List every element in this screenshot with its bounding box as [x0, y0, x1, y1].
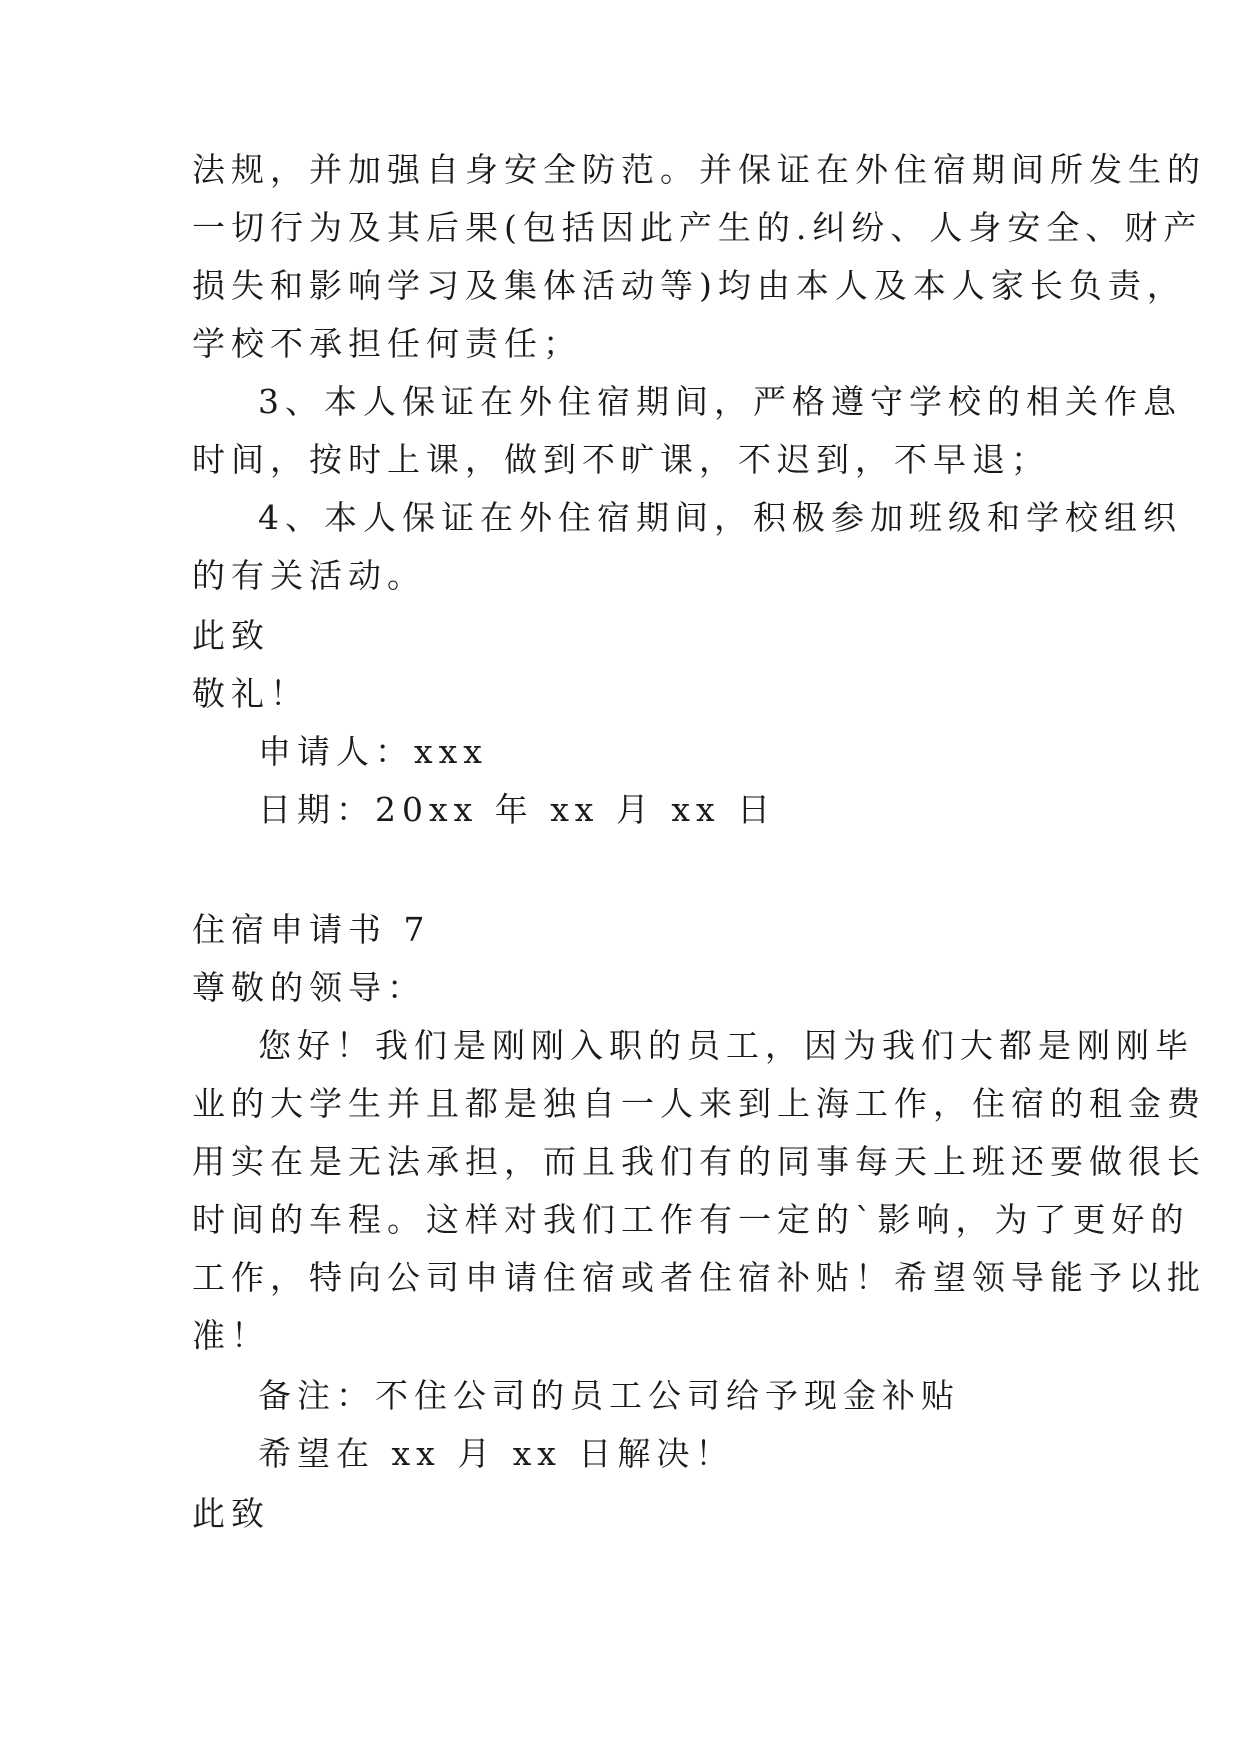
paragraph-line: 业的大学生并且都是独自一人来到上海工作，住宿的租金费: [192, 1084, 1206, 1123]
paragraph-line: 时间，按时上课，做到不旷课，不迟到，不早退；: [192, 440, 1050, 479]
date-line: 日期：20xx 年 xx 月 xx 日: [258, 790, 777, 829]
list-item-4: 4、本人保证在外住宿期间，积极参加班级和学校组织: [258, 498, 1182, 537]
paragraph-line: 的有关活动。: [192, 556, 426, 595]
paragraph-line: 准！: [192, 1316, 270, 1355]
applicant-line: 申请人：xxx: [258, 732, 488, 771]
paragraph-line: 学校不承担任何责任；: [192, 324, 582, 363]
paragraph-line: 您好！我们是刚刚入职的员工，因为我们大都是刚刚毕: [258, 1026, 1194, 1065]
closing-salutation: 此致: [192, 1494, 270, 1533]
closing-regards: 敬礼！: [192, 674, 309, 713]
greeting: 尊敬的领导：: [192, 968, 426, 1007]
paragraph-line: 法规，并加强自身安全防范。并保证在外住宿期间所发生的: [192, 150, 1206, 189]
hope-line: 希望在 xx 月 xx 日解决！: [258, 1434, 735, 1473]
list-item-3: 3、本人保证在外住宿期间，严格遵守学校的相关作息: [258, 382, 1182, 421]
paragraph-line: 损失和影响学习及集体活动等)均由本人及本人家长负责，: [192, 266, 1186, 305]
paragraph-line: 工作，特向公司申请住宿或者住宿补贴！希望领导能予以批: [192, 1258, 1206, 1297]
paragraph-line: 时间的车程。这样对我们工作有一定的`影响，为了更好的: [192, 1200, 1190, 1239]
section-title: 住宿申请书 7: [192, 910, 431, 949]
closing-salutation: 此致: [192, 616, 270, 655]
note-line: 备注：不住公司的员工公司给予现金补贴: [258, 1376, 960, 1415]
paragraph-line: 用实在是无法承担，而且我们有的同事每天上班还要做很长: [192, 1142, 1206, 1181]
paragraph-line: 一切行为及其后果(包括因此产生的.纠纷、人身安全、财产: [192, 208, 1203, 247]
